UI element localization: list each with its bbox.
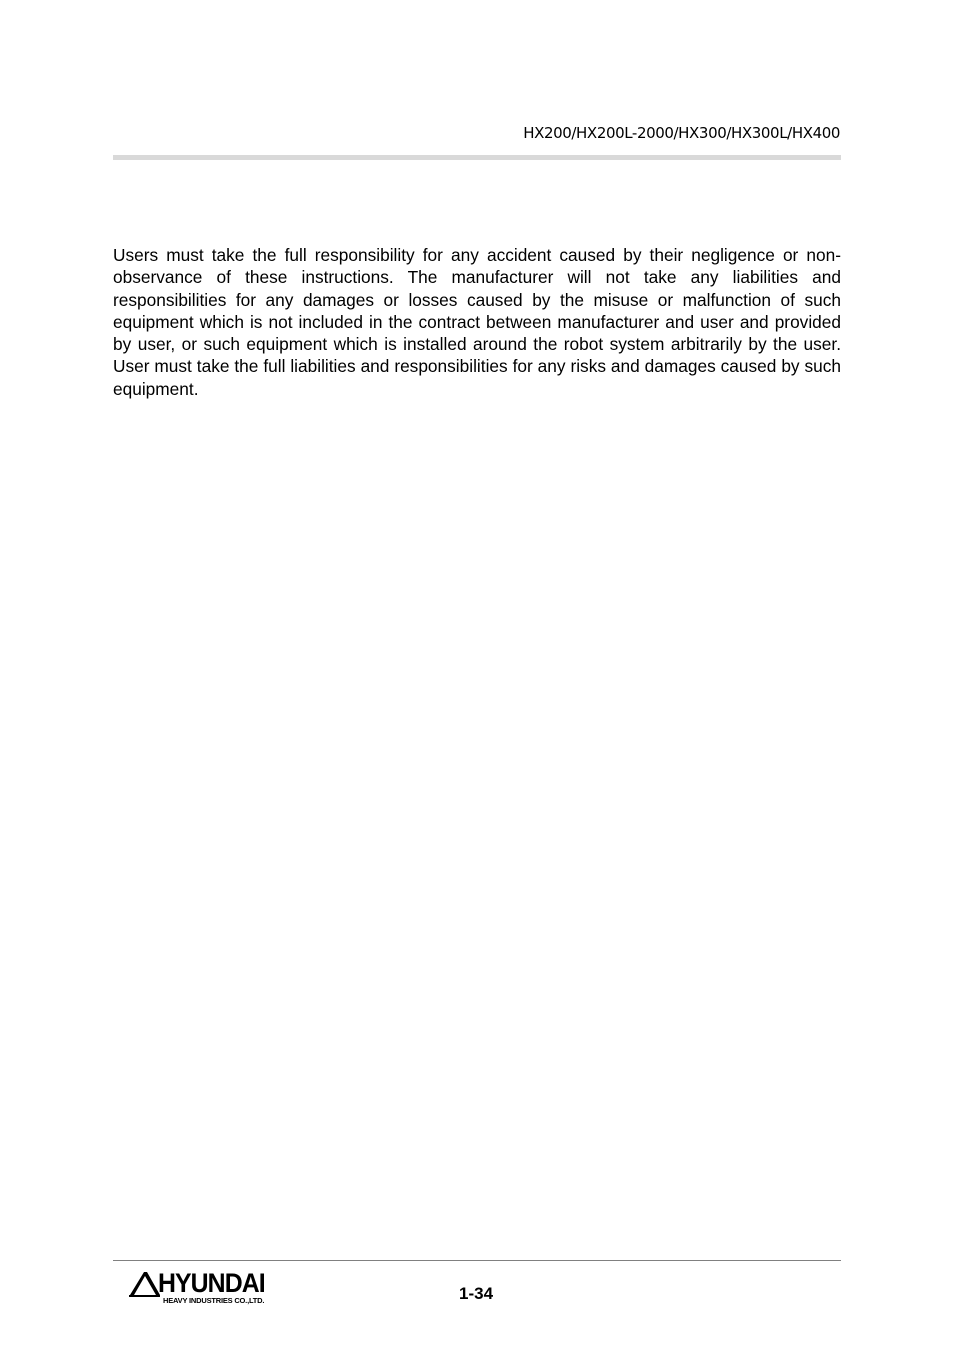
footer-divider	[113, 1260, 841, 1261]
logo-wordmark: HYUNDAI	[158, 1268, 265, 1298]
body-paragraph: Users must take the full responsibility for any accident caused by their negligence or non-observance of these instructions. The manufacturer will not take any liabilities and responsibilities for any damages or losses caused by the misuse or malfunction of such equipment which is not included in the contract between manufacturer and user and provided by user, or such equipment which is installed around the robot system arbitrarily by the user. User must take the full liabilities and responsibilities for any risks and damages caused by such equipment.	[113, 245, 841, 399]
triangle-logo-icon	[129, 1271, 161, 1297]
logo-subtitle: HEAVY INDUSTRIES CO.,LTD.	[163, 1296, 265, 1305]
document-title: HX200/HX200L-2000/HX300/HX300L/HX400	[523, 124, 840, 142]
company-logo	[129, 1269, 299, 1307]
header-divider	[113, 155, 841, 160]
page-number: 1-34	[459, 1284, 494, 1303]
